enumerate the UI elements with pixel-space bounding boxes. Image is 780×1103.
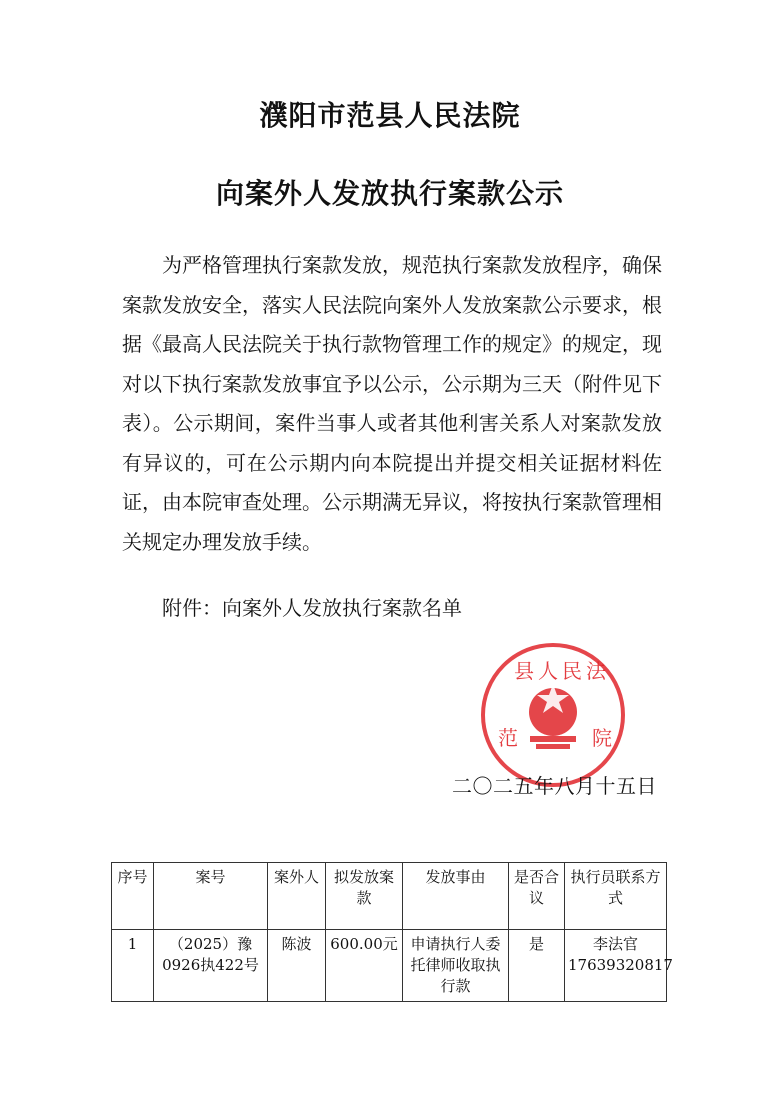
cell-index: 1 <box>112 930 154 1002</box>
payout-table <box>111 862 673 1002</box>
court-seal <box>478 640 628 790</box>
col-header-index: 序号 <box>112 863 154 930</box>
col-header-amount: 拟发放案款 <box>326 863 403 930</box>
col-header-contact: 执行员联系方式 <box>565 863 667 930</box>
attachment-line: 附件：向案外人发放执行案款名单 <box>162 596 462 620</box>
col-header-reason: 发放事由 <box>403 863 509 930</box>
col-header-payee: 案外人 <box>268 863 326 930</box>
cell-amount: 600.00元 <box>326 930 403 1002</box>
court-name-title: 濮阳市范县人民法院 <box>259 99 521 132</box>
notice-body: 为严格管理执行案款发放，规范执行案款发放程序，确保案款发放安全，落实人民法院向案外人发放案款公示要求，根据《最高人民法院关于执行款物管理工作的规定》的规定，现对以下执行案款发放事宜予以公示，公示期为三天（附件见下表）。公示期间，案件当事人或者其他利害关系人对案款发放有异议的，可在公示期内向本院提出并提交相关证据材料佐证，由本院审查处理。公示期满无异议，将按执行案款管理相关规定办理发放手续。 <box>122 253 662 554</box>
issue-date: 二〇二五年八月十五日 <box>452 774 657 798</box>
col-header-collegial: 是否合议 <box>509 863 565 930</box>
seal-char-left: 范 <box>498 726 518 750</box>
table-row <box>112 930 667 1002</box>
cell-reason: 申请执行人委托律师收取执行款 <box>403 930 509 1002</box>
col-header-case-no: 案号 <box>154 863 268 930</box>
cell-contact: 李法官17639320817 <box>565 930 667 1002</box>
notice-title: 向案外人发放执行案款公示 <box>215 177 564 210</box>
cell-collegial: 是 <box>509 930 565 1002</box>
table-header-row <box>112 863 667 930</box>
seal-arc-text: 县人民法 <box>514 659 610 683</box>
seal-char-right: 院 <box>592 726 612 750</box>
cell-case-no: （2025）豫0926执422号 <box>154 930 268 1002</box>
cell-payee: 陈波 <box>268 930 326 1002</box>
